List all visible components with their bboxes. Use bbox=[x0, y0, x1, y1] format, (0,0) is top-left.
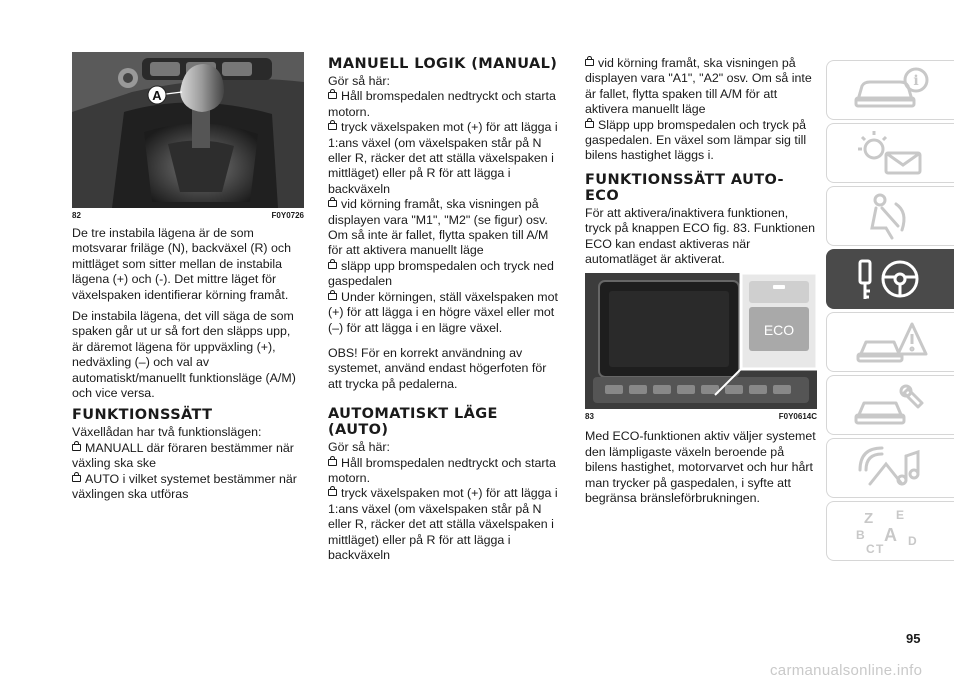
watermark: carmanualsonline.info bbox=[770, 662, 923, 679]
figure-number: 82 bbox=[72, 211, 81, 220]
bullet-list bbox=[328, 89, 560, 336]
paragraph: Med ECO-funktionen aktiv väljer systemet den lämpligaste växeln beroende på bilens hastighet, motorvarvet och hur hårt man trycker på gaspedalen, i syfte att begränsa bränsleförbrukningen. bbox=[585, 429, 816, 506]
gear-lever-figure bbox=[72, 52, 304, 208]
list-item-text: tryck växelspaken mot (+) för att lägga i 1:ans växel (om växelspaken står på N eller R, räcker det att ställa växelspaken i mittläget) eller på R för att lägga i backväxeln bbox=[328, 120, 558, 196]
bullet-icon bbox=[328, 262, 337, 269]
bullet-list bbox=[328, 456, 560, 564]
eco-button-illustration bbox=[585, 273, 817, 409]
bullet-icon bbox=[72, 475, 81, 482]
index-letter: D bbox=[907, 534, 917, 548]
tab-starting-driving[interactable] bbox=[826, 249, 954, 309]
figure-caption bbox=[585, 412, 817, 421]
section-heading: FUNKTIONSSÄTT AUTO-ECO bbox=[585, 171, 784, 204]
list-item-text: vid körning framåt, ska visningen på displayen vara "A1", "A2" osv. Om så inte är fallet, flytta spaken till A/M för att aktivera manuellt läge bbox=[585, 56, 812, 117]
column-1 bbox=[72, 52, 304, 509]
bullet-icon bbox=[72, 444, 81, 451]
list-item bbox=[328, 456, 560, 487]
column-2 bbox=[328, 56, 560, 569]
list-item-text: Håll bromspedalen nedtryckt och starta motorn. bbox=[328, 455, 556, 485]
list-item bbox=[328, 197, 560, 259]
figure-code: F0Y0726 bbox=[271, 211, 304, 220]
index-letter: Z bbox=[863, 510, 873, 527]
bullet-list bbox=[72, 441, 304, 503]
figure-callout: A bbox=[152, 88, 162, 103]
eco-button-figure bbox=[585, 273, 817, 409]
bullet-icon bbox=[328, 459, 337, 466]
tab-maintenance[interactable] bbox=[826, 375, 954, 435]
index-letter: T bbox=[875, 542, 883, 556]
bullet-icon bbox=[328, 200, 337, 207]
list-item bbox=[585, 56, 817, 118]
eco-button-label: ECO bbox=[763, 322, 795, 339]
safety-airbag-icon bbox=[846, 190, 936, 242]
paragraph: De tre instabila lägena är de som motsvarar friläge (N), backväxel (R) och mittläget som sitter mellan de instabila lägena (+) och (-). Det mittre läget för växelspaken identifierar körning framåt. bbox=[72, 226, 291, 302]
key-steering-wheel-icon bbox=[846, 253, 936, 305]
list-item-text: Släpp upp bromspedalen och tryck på gaspedalen. En växel som lämpar sig till bilens hastighet läggs i. bbox=[585, 117, 807, 163]
bullet-icon bbox=[328, 123, 337, 130]
bullet-icon bbox=[585, 59, 594, 66]
figure-code: F0Y0614C bbox=[778, 412, 817, 422]
tab-index[interactable] bbox=[826, 501, 954, 561]
figure-caption bbox=[72, 211, 304, 220]
note-paragraph: OBS! För en korrekt användning av systemet, använd endast högerfoten för att trycka på pedalerna. bbox=[328, 345, 547, 391]
index-letter: A bbox=[883, 525, 897, 545]
tab-warning-lights[interactable] bbox=[826, 123, 954, 183]
paragraph: Växellådan har två funktionslägen: bbox=[72, 425, 262, 440]
mode-label: AUTO bbox=[85, 471, 120, 486]
svg-text:i: i bbox=[912, 73, 919, 89]
paragraph: Gör så här: bbox=[328, 74, 390, 88]
tab-multimedia[interactable] bbox=[826, 438, 954, 498]
index-letters-icon bbox=[846, 505, 936, 557]
list-item bbox=[72, 441, 304, 472]
index-letter: E bbox=[895, 508, 904, 522]
section-heading: AUTOMATISKT LÄGE (AUTO) bbox=[328, 406, 498, 439]
multimedia-icon bbox=[846, 442, 936, 494]
figure-number: 83 bbox=[585, 412, 594, 422]
mode-label: MANUALL bbox=[85, 440, 144, 455]
maintenance-icon bbox=[846, 379, 936, 431]
bullet-icon bbox=[328, 92, 337, 99]
list-item bbox=[328, 120, 560, 197]
list-item-text: Under körningen, ställ växelspaken mot (+) för att lägga i en högre växel eller mot (–) för att lägga i en lägre växel. bbox=[328, 289, 558, 335]
tab-car-info[interactable] bbox=[826, 60, 954, 120]
page-number: 95 bbox=[906, 631, 921, 646]
list-item bbox=[328, 259, 560, 290]
warning-lights-icon bbox=[846, 127, 936, 179]
bullet-icon bbox=[328, 489, 337, 496]
bullet-list bbox=[585, 56, 817, 164]
tab-safety[interactable] bbox=[826, 186, 954, 246]
list-item-text: tryck växelspaken mot (+) för att lägga i 1:ans växel (om växelspaken står på N eller R, räcker det att ställa växelspaken i mittläget) eller på R för att lägga i backväxeln bbox=[328, 486, 558, 562]
tab-emergency[interactable] bbox=[826, 312, 954, 372]
mode-description: där föraren bestämmer när växling ska ske bbox=[72, 440, 294, 471]
index-letter: B bbox=[855, 528, 865, 542]
list-item-text: vid körning framåt, ska visningen på displayen vara "M1", "M2" (se figur) osv. Om så inte är fallet, flytta spaken till A/M för att aktivera manuellt läge bbox=[328, 197, 549, 258]
emergency-icon bbox=[846, 316, 936, 368]
list-item bbox=[328, 290, 560, 336]
list-item-text: Håll bromspedalen nedtryckt och starta motorn. bbox=[328, 89, 556, 119]
section-heading: MANUELL LOGIK (MANUAL) bbox=[328, 56, 558, 72]
bullet-icon bbox=[328, 293, 337, 300]
bullet-icon bbox=[585, 121, 594, 128]
mode-description: i vilket systemet bestämmer när växlingen ska utföras bbox=[72, 471, 297, 502]
column-3 bbox=[585, 56, 817, 513]
car-info-icon bbox=[846, 64, 936, 116]
paragraph: Gör så här: bbox=[328, 440, 390, 455]
gear-lever-illustration bbox=[72, 52, 304, 208]
list-item bbox=[328, 486, 560, 563]
chapter-sidebar bbox=[826, 60, 958, 564]
index-letter: C bbox=[865, 542, 875, 556]
list-item bbox=[328, 89, 560, 120]
paragraph: För att aktivera/inaktivera funktionen, tryck på knappen ECO fig. 83. Funktionen ECO kan endast aktiveras när automatläget är aktiverat. bbox=[585, 205, 816, 267]
list-item-text: släpp upp bromspedalen och tryck ned gaspedalen bbox=[328, 258, 554, 289]
paragraph: De instabila lägena, det vill säga de som spaken går ut ur så fort den släpps upp, är däremot lägena för uppväxling (+), nedväxling (–) och val av automatiskt/manuellt funktionsläge (A/M) och vice versa. bbox=[72, 309, 296, 401]
list-item bbox=[72, 472, 304, 503]
list-item bbox=[585, 118, 817, 164]
section-heading: FUNKTIONSSÄTT bbox=[72, 407, 213, 424]
